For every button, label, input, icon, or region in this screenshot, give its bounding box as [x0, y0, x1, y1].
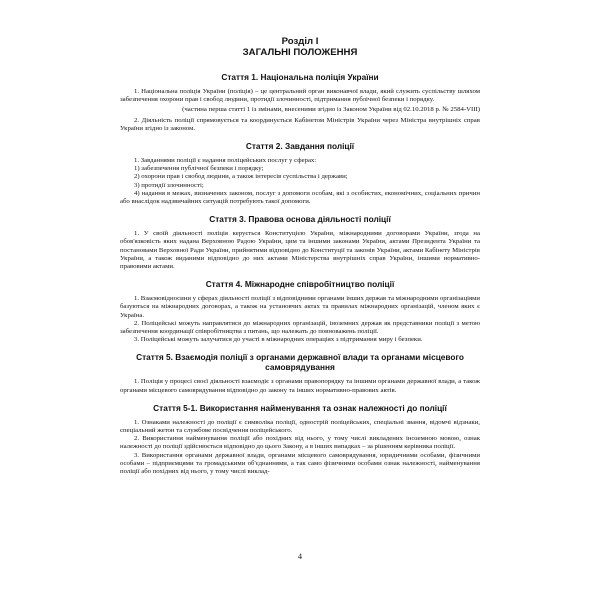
article-title: Стаття 1. Національна поліція України	[221, 72, 379, 82]
article-title: Стаття 2. Завдання поліції	[245, 141, 355, 152]
paragraph: 1. Взаємовідносини у сферах діяльності поліції з відповідними органами інших держав та міжнародними організаціями базуються на міжнародних договорах, а також на установчих актах та правилах міжнародних організацій, членом яких є Україна.	[120, 295, 480, 319]
article-2	[120, 141, 480, 206]
paragraph: 1. У своїй діяльності поліція керується Конституцією України, міжнародними договорами України, згода на обов'язковість яких надана Верховною Радою України, цим та іншими законами України, актами Президента України та постановами Верховної Ради України, прийнятими відповідно до Конституції та законів України, актами Кабінету Міністрів України, а також виданими відповідно до них актами Міністерства внутрішніх справ України, іншими нормативно-правовими актами.	[120, 230, 480, 271]
paragraph: 3. Поліцейські можуть залучатися до участі в міжнародних операціях з підтримання миру і безпеки.	[134, 336, 423, 344]
paragraph: 2. Діяльність поліції спрямовується та координується Кабінетом Міністрів України через Міністра внутрішніх справ України згідно із законом.	[120, 116, 480, 132]
list-item: 1) забезпечення публічної безпеки і порядку;	[134, 165, 264, 173]
paragraph: 3. Використання органами державної влади, органами місцевого самоврядування, юридичними особами, фізичними особами – підприємцями та громадськими об'єднаннями, а так само фізичними особами ознак належності, найменування поліції або похідних від нього, у тому числі виклад-	[120, 451, 480, 476]
article-5-1	[120, 403, 480, 476]
paragraph: 1. Ознаками належності до поліції є символіка поліції, однострій поліцейських, спеціальні звання, відомчі відзнаки, спеціальний жетон та службове посвідчення поліцейського.	[120, 418, 480, 435]
paragraph: 1. Національна поліція України (поліція) – це центральний орган виконавчої влади, який служить суспільству шляхом забезпечення охорони прав і свобод людини, протидії злочинності, підтримання публічної безпеки і порядку.	[120, 88, 480, 104]
article-3	[120, 214, 480, 271]
amendment-note: (частина перша статті 1 із змінами, внесеними згідно із Законом України від 02.10.2018 р. № 2584-VIII)	[182, 106, 480, 114]
list-item: 3) протидії злочинності;	[134, 181, 204, 189]
section-number: Розділ І	[281, 36, 319, 47]
paragraph: 2. Поліцейські можуть направлятися до міжнародних організацій, іноземних держав як представники поліції з метою забезпечення координації співробітництва з питань, що належать до повноважень поліції.	[120, 319, 480, 336]
list-item: 4) надання в межах, визначених законом, послуг з допомоги особам, які з особистих, економічних, соціальних причин або внаслідок надзвичайних ситуацій потребують такої допомоги.	[120, 189, 480, 206]
article-title: Стаття 3. Правова основа діяльності поліції	[209, 214, 391, 225]
article-4	[120, 279, 480, 344]
list-item: 2) охорони прав і свобод людини, а також інтересів суспільства і держави;	[134, 173, 348, 181]
article-title: Стаття 5-1. Використання найменування та ознак належності до поліції	[153, 402, 447, 413]
article-1	[120, 72, 480, 133]
paragraph: 1. Завданнями поліції є надання поліцейських послуг у сферах:	[134, 157, 317, 165]
paragraph: 2. Використання найменування поліції або похідних від нього, у тому числі викладених іноземною мовою, ознак належності до поліції здійснюється відповідно до цього Закону, а в інших випадках – за рішенням керівника поліції.	[120, 435, 480, 451]
article-title: Стаття 4. Міжнародне співробітництво поліції	[205, 279, 395, 290]
article-title: Стаття 5. Взаємодія поліції з органами державної влади та органами місцевого самоврядування	[136, 352, 464, 373]
article-5	[120, 352, 480, 394]
paragraph: 1. Поліція у процесі своєї діяльності взаємодіє з органами правопорядку та іншими органами державної влади, а також органами місцевого самоврядування відповідно до закону та інших нормативно-правових актів.	[120, 378, 480, 394]
section-title: ЗАГАЛЬНІ ПОЛОЖЕННЯ	[242, 47, 358, 58]
page-number: 4	[298, 552, 302, 561]
section-heading	[120, 36, 480, 58]
